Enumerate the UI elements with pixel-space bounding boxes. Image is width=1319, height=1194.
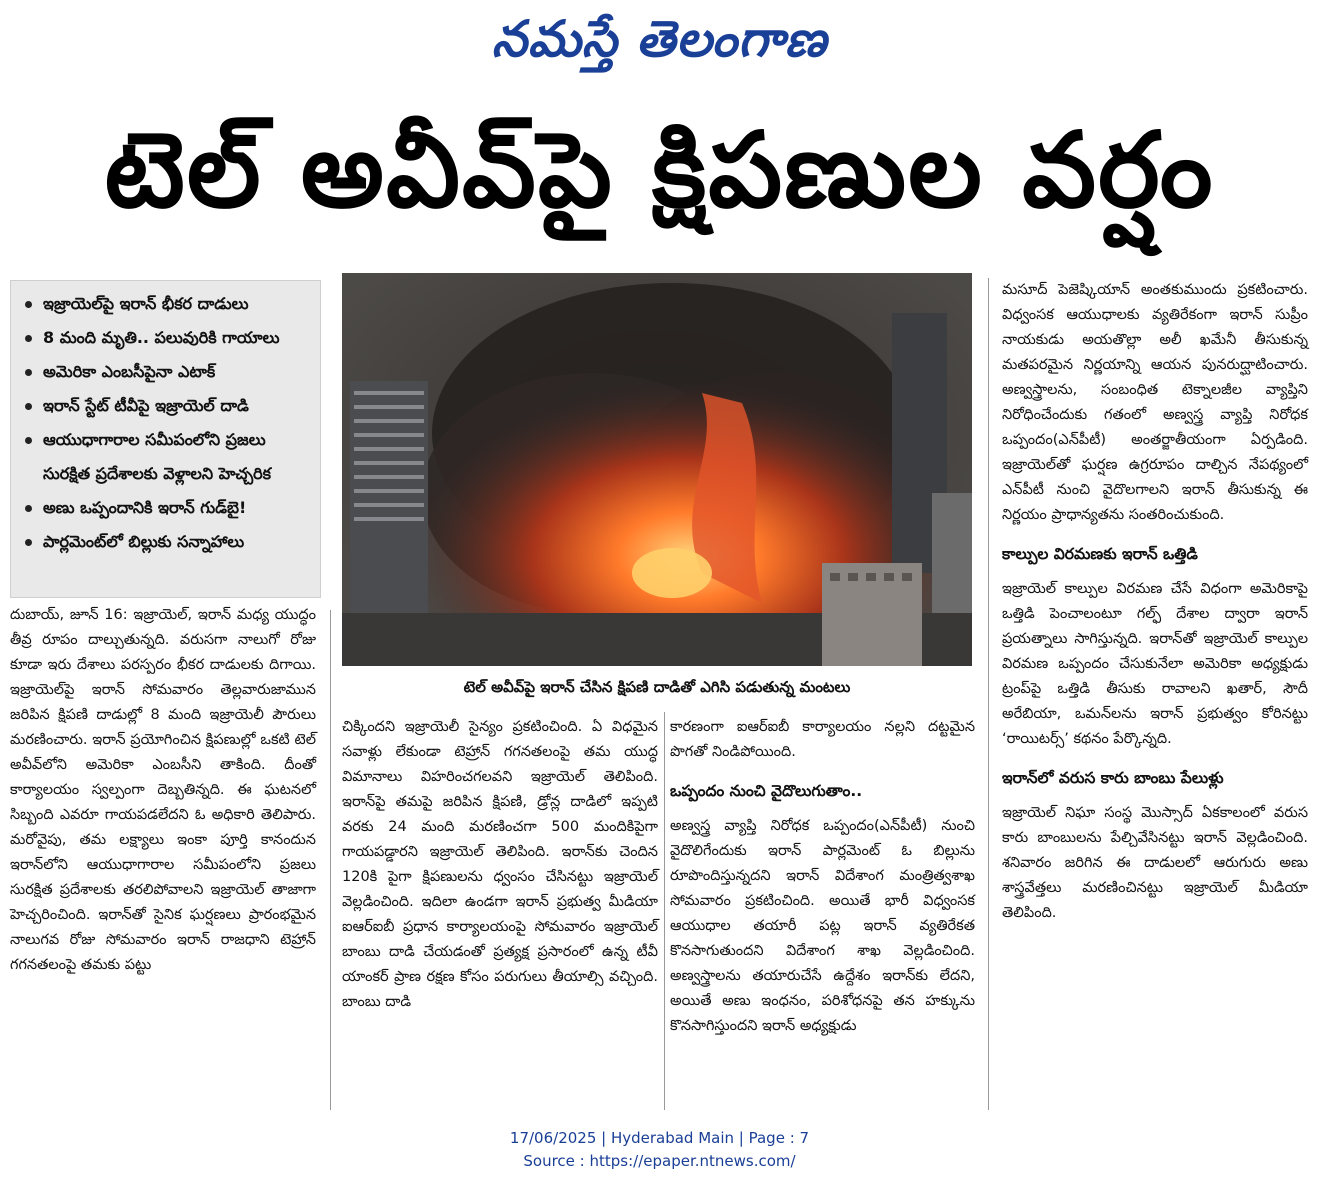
article-paragraph: అణ్వస్త్ర వ్యాప్తి నిరోధక ఒప్పందం(ఎన్‌పీటీ) నుంచి వైదొలిగేందుకు ఇరాన్ పార్లమెంట్ ఓ బిల్లును రూపొందిస్తున్నదని ఇరాన్ విదేశాంగ మంత్రిత్వశాఖ సోమవారం ప్రకటించింది. అయితే భారీ విధ్వంసక ఆయుధాల తయారీ పట్ల ఇరాన్ వ్యతిరేకత కొనసాగుతుందని విదేశాంగ శాఖ వెల్లడించింది. అణ్వస్త్రాలను తయారుచేసే ఉద్దేశం ఇరాన్‌కు లేదని, అయితే అణు ఇంధనం, పరిశోధనపై తన హక్కును కొనసాగిస్తుందని ఇరాన్ అధ్యక్షుడు bbox=[670, 818, 975, 1034]
highlight-item: ఆయుధాగారాల సమీపంలోని ప్రజలు సురక్షిత ప్రదేశాలకు వెళ్లాలని హెచ్చరిక bbox=[21, 423, 313, 491]
highlight-item: ఇజ్రాయెల్‌పై ఇరాన్ భీకర దాడులు bbox=[21, 287, 314, 321]
subheading: ఒప్పందం నుంచి వైదొలుగుతాం.. bbox=[670, 782, 863, 800]
article-column-3 bbox=[670, 715, 975, 1039]
newspaper-logo: నమస్తే తెలంగాణ bbox=[491, 9, 828, 68]
masthead bbox=[0, 2, 1319, 76]
article-paragraph: ఇజ్రాయెల్ నిఘా సంస్థ మొస్సాద్ ఏకకాలంలో వరుస కారు బాంబులను పేల్చివేసినట్టు ఇరాన్ వెల్లడించింది. శనివారం జరిగిన ఈ దాడులలో ఆరుగురు అణు శాస్త్రవేత్తలు మరణించినట్టు ఇజ్రాయెల్ మీడియా తెలిపింది. bbox=[1002, 805, 1308, 921]
column-divider bbox=[330, 610, 331, 1110]
bullet-icon bbox=[25, 403, 32, 410]
article-paragraph: చిక్కిందని ఇజ్రాయెలీ సైన్యం ప్రకటించింది. ఏ విధమైన సవాళ్లు లేకుండా టెహ్రాన్ గగనతలంపై తమ యుద్ధ విమానాలు విహరించగలవని ఇజ్రాయెల్ తెలిపింది. ఇరాన్‌పై తమపై జరిపిన క్షిపణి, డ్రోన్ల దాడిలో ఇప్పటి వరకు 24 మంది మరణించగా 500 మందికిపైగా గాయపడ్డారని ఇజ్రాయెల్ తెలిపింది. ఇరాన్‌కు చెందిన 120కి పైగా క్షిపణులను ధ్వంసం చేసినట్టు ఇజ్రాయెల్ వెల్లడించింది. ఇదిలా ఉండగా ఇరాన్ ప్రభుత్వ మీడియా ఐఆర్‌ఐబీ ప్రధాన కార్యాలయంపై సోమవారం ఇజ్రాయెల్ బాంబు దాడి చేయడంతో ప్రత్యక్ష ప్రసారంలో ఉన్న టీవీ యాంకర్ ప్రాణ రక్షణ కోసం పరుగులు తీయాల్సి వచ్చింది. బాంబు దాడి bbox=[342, 719, 658, 1010]
highlight-item: అమెరికా ఎంబసీపైనా ఎటాక్ bbox=[21, 355, 314, 389]
edition-info: 17/06/2025 | Hyderabad Main | Page : 7 bbox=[509, 1129, 810, 1147]
bullet-icon bbox=[25, 335, 32, 342]
bullet-icon bbox=[25, 301, 32, 308]
news-photo bbox=[342, 273, 972, 666]
headline: టెల్ అవీవ్‌పై క్షిపణుల వర్షం bbox=[104, 109, 1215, 231]
article-column-2 bbox=[342, 715, 658, 1015]
subheading: కాల్పుల విరమణకు ఇరాన్ ఒత్తిడి bbox=[1002, 545, 1198, 563]
highlights-box bbox=[10, 280, 321, 598]
photo-caption: టెల్ అవీవ్‌పై ఇరాన్ చేసిన క్షిపణి దాడితో ఎగిసి పడుతున్న మంటలు bbox=[463, 678, 851, 696]
article-paragraph: మసూద్ పెజెష్కియాన్ అంతకుముందు ప్రకటించారు. విధ్వంసక ఆయుధాలకు వ్యతిరేకంగా ఇరాన్ సుప్రీం నాయకుడు అయతొల్లా అలీ ఖమేనీ తీసుకున్న మతపరమైన నిర్ణయాన్ని ఆయన పునరుద్ఘాటించారు. అణ్వస్త్రాలను, సంబంధిత టెక్నాలజీల వ్యాప్తిని నిరోధించేందుకు గతంలో అణ్వస్త్ర వ్యాప్తి నిరోధక ఒప్పందం(ఎన్‌పీటీ) అంతర్జాతీయంగా ఏర్పడింది. ఇజ్రాయెల్‌తో ఘర్షణ ఉగ్రరూపం దాల్చిన నేపథ్యంలో ఎన్‌పీటీ నుంచి వైదొలగాలని ఇరాన్ తీసుకున్న ఈ నిర్ణయం ప్రాధాన్యతను సంతరించుకుంది. bbox=[1002, 282, 1308, 523]
highlight-item: 8 మంది మృతి.. పలువురికి గాయాలు bbox=[21, 321, 314, 355]
highlight-item: పార్లమెంట్‌లో బిల్లుకు సన్నాహాలు bbox=[21, 525, 314, 559]
page-footer bbox=[0, 1127, 1319, 1173]
article-paragraph: ఇజ్రాయెల్ కాల్పుల విరమణ చేసే విధంగా అమెరికాపై ఒత్తిడి పెంచాలంటూ గల్ఫ్ దేశాల ద్వారా ఇరాన్ ప్రయత్నాలు సాగిస్తున్నది. ఇరాన్‌తో ఇజ్రాయెల్ కాల్పుల విరమణ ఒప్పందం చేసుకునేలా అమెరికా అధ్యక్షుడు ట్రంప్‌పై ఒత్తిడి తీసుకు రావాలని ఖతార్, సౌదీ అరేబియా, ఒమన్‌లను ఇరాన్ ప్రభుత్వం కోరినట్టు ‘రాయిటర్స్’ కథనం పేర్కొన్నది. bbox=[1002, 581, 1308, 747]
column-divider bbox=[664, 712, 665, 1110]
subheading: ఇరాన్‌లో వరుస కారు బాంబు పేలుళ్లు bbox=[1002, 769, 1224, 787]
source-link[interactable]: Source : https://epaper.ntnews.com/ bbox=[523, 1152, 796, 1170]
article-paragraph: కారణంగా ఐఆర్‌ఐబీ కార్యాలయం నల్లని దట్టమైన పొగతో నిండిపోయింది. bbox=[670, 719, 975, 760]
bullet-icon bbox=[25, 539, 32, 546]
column-divider bbox=[988, 278, 989, 1110]
highlight-item: ఇరాన్ స్టేట్ టీవీపై ఇజ్రాయెల్ దాడి bbox=[21, 389, 314, 423]
bullet-icon bbox=[25, 437, 32, 444]
bullet-icon bbox=[25, 369, 32, 376]
article-paragraph: దుబాయ్, జూన్ 16: ఇజ్రాయెల్, ఇరాన్ మధ్య యుద్ధం తీవ్ర రూపం దాల్చుతున్నది. వరుసగా నాలుగో రోజు కూడా ఇరు దేశాలు పరస్పరం భీకర దాడులకు దిగాయి. ఇజ్రాయెల్‌పై ఇరాన్ సోమవారం తెల్లవారుజామున జరిపిన క్షిపణి దాడుల్లో 8 మంది ఇజ్రాయెలీ పౌరులు మరణించారు. ఇరాన్ ప్రయోగించిన క్షిపణుల్లో ఒకటి టెల్ అవీవ్‌లోని అమెరికా ఎంబసీని తాకింది. దీంతో కార్యాలయం స్వల్పంగా దెబ్బతిన్నది. ఈ ఘటనలో సిబ్బంది ఎవరూ గాయపడలేదని ఓ అధికారి తెలిపారు. మరోవైపు, తమ లక్ష్యాలు ఇంకా పూర్తి కానందున ఇరాన్‌లోని ఆయుధాగారాల సమీపంలోని ప్రజలు సురక్షిత ప్రదేశాలకు తరలిపోవాలని ఇజ్రాయెల్ తాజాగా హెచ్చరించింది. ఇరాన్‌తో సైనిక ఘర్షణలు ప్రారంభమైన నాలుగవ రోజు సోమవారం ఇరాన్ రాజధాని టెహ్రాన్ గగనతలంపై తమకు పట్టు bbox=[10, 607, 316, 973]
bullet-icon bbox=[25, 505, 32, 512]
article-column-4 bbox=[1002, 278, 1308, 926]
highlight-item: అణు ఒప్పందానికి ఇరాన్ గుడ్‌బై! bbox=[21, 491, 314, 525]
article-column-1 bbox=[10, 603, 316, 978]
fire-explosion-image bbox=[342, 273, 972, 666]
